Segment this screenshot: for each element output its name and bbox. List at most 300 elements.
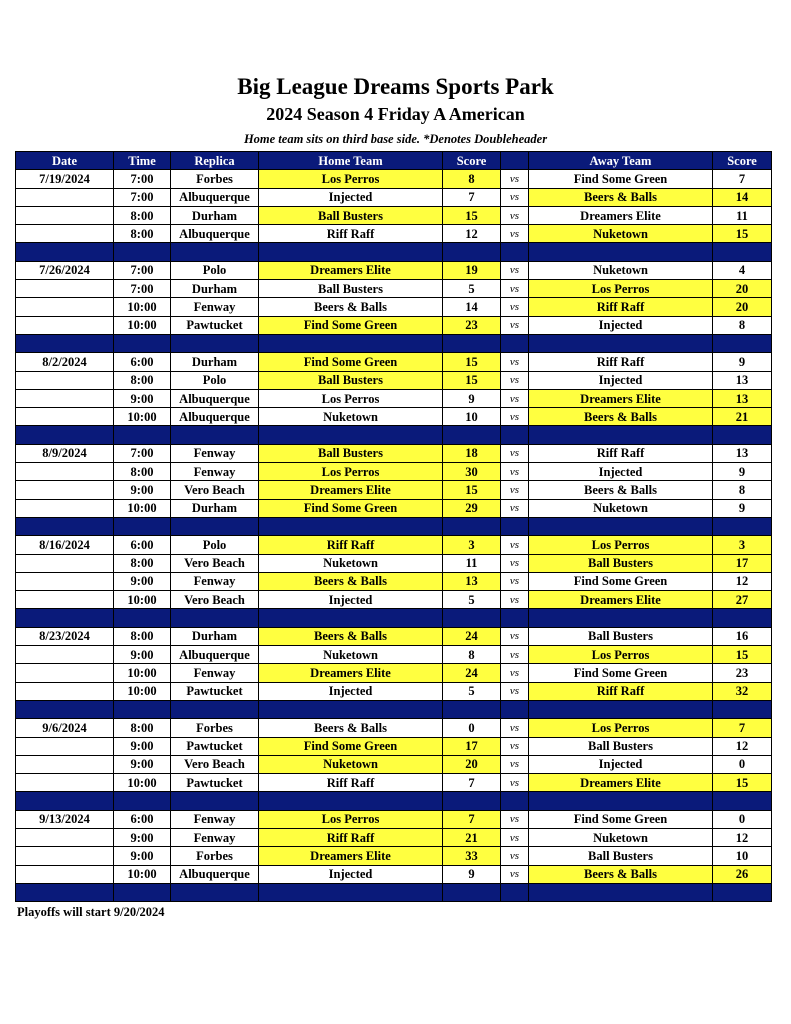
away-score: 32 [713, 682, 772, 700]
game-time: 7:00 [114, 261, 171, 279]
game-field: Vero Beach [171, 554, 259, 572]
home-score: 24 [443, 664, 501, 682]
home-team: Riff Raff [259, 536, 443, 554]
game-date-empty [16, 408, 114, 426]
separator-cell [713, 609, 772, 627]
home-score: 17 [443, 737, 501, 755]
home-score: 18 [443, 444, 501, 462]
game-field: Albuquerque [171, 865, 259, 883]
game-time: 8:00 [114, 463, 171, 481]
game-row [16, 591, 772, 609]
game-field: Vero Beach [171, 591, 259, 609]
away-team: Ball Busters [529, 737, 713, 755]
separator-cell [114, 243, 171, 261]
home-score: 14 [443, 298, 501, 316]
away-score: 15 [713, 774, 772, 792]
home-team: Riff Raff [259, 774, 443, 792]
home-score: 15 [443, 371, 501, 389]
game-row [16, 572, 772, 590]
game-date-empty [16, 280, 114, 298]
away-team: Los Perros [529, 646, 713, 664]
separator-cell [529, 517, 713, 535]
game-date-empty [16, 847, 114, 865]
season-subtitle: 2024 Season 4 Friday A American [266, 104, 525, 124]
game-row [16, 755, 772, 773]
game-date-empty [16, 755, 114, 773]
away-team: Los Perros [529, 719, 713, 737]
game-date: 8/23/2024 [16, 627, 114, 645]
game-time: 10:00 [114, 408, 171, 426]
game-date-empty [16, 316, 114, 334]
game-row [16, 316, 772, 334]
home-team: Dreamers Elite [259, 481, 443, 499]
separator-cell [259, 517, 443, 535]
separator-cell [443, 609, 501, 627]
game-time: 8:00 [114, 719, 171, 737]
page-title: Big League Dreams Sports Park [237, 74, 554, 99]
game-time: 10:00 [114, 316, 171, 334]
vs-label: vs [501, 261, 529, 279]
schedule-table [15, 151, 772, 902]
away-score: 7 [713, 719, 772, 737]
separator-cell [259, 426, 443, 444]
game-date: 7/26/2024 [16, 261, 114, 279]
game-date-empty [16, 572, 114, 590]
game-date-empty [16, 682, 114, 700]
vs-label: vs [501, 737, 529, 755]
home-score: 5 [443, 682, 501, 700]
separator-cell [16, 700, 114, 718]
home-team: Los Perros [259, 389, 443, 407]
col-away-score: Score [713, 152, 772, 170]
game-row [16, 499, 772, 517]
home-score: 23 [443, 316, 501, 334]
away-team: Beers & Balls [529, 408, 713, 426]
game-row [16, 408, 772, 426]
separator-cell [713, 700, 772, 718]
separator-cell [713, 243, 772, 261]
home-score: 21 [443, 828, 501, 846]
vs-label: vs [501, 627, 529, 645]
vs-label: vs [501, 682, 529, 700]
game-row [16, 371, 772, 389]
separator-cell [16, 426, 114, 444]
home-team: Los Perros [259, 170, 443, 188]
game-time: 10:00 [114, 499, 171, 517]
game-time: 6:00 [114, 810, 171, 828]
game-row [16, 554, 772, 572]
away-score: 12 [713, 572, 772, 590]
away-team: Riff Raff [529, 444, 713, 462]
separator-cell [171, 700, 259, 718]
game-row [16, 682, 772, 700]
schedule-body [16, 170, 772, 902]
game-time: 10:00 [114, 664, 171, 682]
game-field: Vero Beach [171, 755, 259, 773]
vs-label: vs [501, 755, 529, 773]
col-date: Date [16, 152, 114, 170]
away-score: 20 [713, 298, 772, 316]
home-score: 5 [443, 280, 501, 298]
separator-cell [501, 334, 529, 352]
game-field: Albuquerque [171, 389, 259, 407]
separator-cell [501, 700, 529, 718]
away-team: Nuketown [529, 828, 713, 846]
away-score: 10 [713, 847, 772, 865]
game-date-empty [16, 481, 114, 499]
home-score: 3 [443, 536, 501, 554]
vs-label: vs [501, 316, 529, 334]
separator-cell [443, 334, 501, 352]
game-date-empty [16, 298, 114, 316]
vs-label: vs [501, 280, 529, 298]
away-score: 8 [713, 316, 772, 334]
game-field: Fenway [171, 444, 259, 462]
game-date-empty [16, 865, 114, 883]
away-team: Find Some Green [529, 170, 713, 188]
away-score: 11 [713, 206, 772, 224]
game-row [16, 261, 772, 279]
home-score: 33 [443, 847, 501, 865]
separator-cell [443, 883, 501, 901]
separator-cell [171, 426, 259, 444]
home-score: 11 [443, 554, 501, 572]
game-date: 9/13/2024 [16, 810, 114, 828]
game-row [16, 627, 772, 645]
game-field: Forbes [171, 170, 259, 188]
separator-cell [114, 517, 171, 535]
home-score: 12 [443, 225, 501, 243]
separator-cell [501, 792, 529, 810]
separator-cell [16, 334, 114, 352]
game-row [16, 389, 772, 407]
game-date: 7/19/2024 [16, 170, 114, 188]
home-team: Find Some Green [259, 737, 443, 755]
separator-cell [443, 243, 501, 261]
away-team: Ball Busters [529, 847, 713, 865]
game-date-empty [16, 389, 114, 407]
game-row [16, 865, 772, 883]
game-date-empty [16, 225, 114, 243]
away-score: 12 [713, 828, 772, 846]
game-date-empty [16, 737, 114, 755]
game-row [16, 847, 772, 865]
game-time: 8:00 [114, 627, 171, 645]
away-team: Riff Raff [529, 682, 713, 700]
home-score: 20 [443, 755, 501, 773]
separator-cell [501, 517, 529, 535]
away-score: 9 [713, 463, 772, 481]
game-field: Polo [171, 261, 259, 279]
separator-cell [259, 792, 443, 810]
game-row [16, 774, 772, 792]
game-row [16, 481, 772, 499]
separator-cell [114, 700, 171, 718]
home-team: Nuketown [259, 554, 443, 572]
away-score: 13 [713, 444, 772, 462]
home-team: Riff Raff [259, 225, 443, 243]
game-time: 10:00 [114, 591, 171, 609]
home-score: 15 [443, 481, 501, 499]
away-team: Beers & Balls [529, 188, 713, 206]
separator-cell [529, 609, 713, 627]
away-score: 14 [713, 188, 772, 206]
game-row [16, 188, 772, 206]
game-date-empty [16, 828, 114, 846]
separator-cell [171, 517, 259, 535]
col-time: Time [114, 152, 171, 170]
game-field: Durham [171, 499, 259, 517]
game-field: Albuquerque [171, 408, 259, 426]
vs-label: vs [501, 554, 529, 572]
home-score: 8 [443, 170, 501, 188]
separator-cell [16, 243, 114, 261]
game-field: Forbes [171, 719, 259, 737]
separator-cell [114, 426, 171, 444]
away-score: 9 [713, 353, 772, 371]
game-row [16, 298, 772, 316]
away-score: 23 [713, 664, 772, 682]
away-score: 15 [713, 646, 772, 664]
home-score: 24 [443, 627, 501, 645]
away-team: Nuketown [529, 499, 713, 517]
vs-label: vs [501, 572, 529, 590]
home-team: Nuketown [259, 408, 443, 426]
col-vs [501, 152, 529, 170]
home-team: Ball Busters [259, 206, 443, 224]
game-row [16, 646, 772, 664]
separator-cell [501, 243, 529, 261]
game-field: Fenway [171, 298, 259, 316]
away-team: Dreamers Elite [529, 774, 713, 792]
away-team: Nuketown [529, 261, 713, 279]
game-field: Fenway [171, 572, 259, 590]
game-field: Forbes [171, 847, 259, 865]
game-row [16, 810, 772, 828]
game-date-empty [16, 591, 114, 609]
away-score: 9 [713, 499, 772, 517]
away-score: 27 [713, 591, 772, 609]
game-field: Pawtucket [171, 682, 259, 700]
game-row [16, 170, 772, 188]
game-row [16, 719, 772, 737]
playoffs-note: Playoffs will start 9/20/2024 [17, 905, 165, 919]
away-team: Dreamers Elite [529, 206, 713, 224]
away-team: Injected [529, 371, 713, 389]
game-field: Fenway [171, 810, 259, 828]
game-row [16, 536, 772, 554]
home-team: Find Some Green [259, 499, 443, 517]
col-home-team: Home Team [259, 152, 443, 170]
game-field: Fenway [171, 463, 259, 481]
home-team: Ball Busters [259, 371, 443, 389]
home-score: 7 [443, 774, 501, 792]
separator-cell [443, 700, 501, 718]
game-row [16, 353, 772, 371]
home-team: Beers & Balls [259, 627, 443, 645]
home-score: 30 [443, 463, 501, 481]
away-score: 12 [713, 737, 772, 755]
away-score: 13 [713, 389, 772, 407]
separator-cell [16, 517, 114, 535]
vs-label: vs [501, 536, 529, 554]
game-time: 7:00 [114, 170, 171, 188]
game-date-empty [16, 463, 114, 481]
separator-cell [529, 883, 713, 901]
game-time: 8:00 [114, 225, 171, 243]
home-team: Nuketown [259, 646, 443, 664]
home-score: 15 [443, 353, 501, 371]
separator-cell [16, 609, 114, 627]
separator-cell [529, 792, 713, 810]
away-score: 7 [713, 170, 772, 188]
vs-label: vs [501, 810, 529, 828]
vs-label: vs [501, 206, 529, 224]
vs-label: vs [501, 664, 529, 682]
home-team: Beers & Balls [259, 719, 443, 737]
game-date-empty [16, 206, 114, 224]
separator-cell [171, 792, 259, 810]
week-separator [16, 426, 772, 444]
game-field: Durham [171, 206, 259, 224]
home-team: Injected [259, 682, 443, 700]
home-score: 5 [443, 591, 501, 609]
home-team: Los Perros [259, 463, 443, 481]
separator-cell [171, 243, 259, 261]
separator-cell [529, 334, 713, 352]
separator-cell [114, 792, 171, 810]
game-row [16, 444, 772, 462]
week-separator [16, 334, 772, 352]
home-score: 10 [443, 408, 501, 426]
game-date-empty [16, 188, 114, 206]
away-team: Los Perros [529, 280, 713, 298]
separator-cell [171, 609, 259, 627]
away-team: Injected [529, 463, 713, 481]
game-time: 10:00 [114, 865, 171, 883]
week-separator [16, 517, 772, 535]
game-time: 10:00 [114, 682, 171, 700]
away-score: 8 [713, 481, 772, 499]
col-away-team: Away Team [529, 152, 713, 170]
separator-cell [259, 243, 443, 261]
vs-label: vs [501, 463, 529, 481]
separator-cell [259, 334, 443, 352]
game-field: Pawtucket [171, 316, 259, 334]
separator-cell [501, 426, 529, 444]
separator-cell [713, 883, 772, 901]
away-score: 21 [713, 408, 772, 426]
away-team: Los Perros [529, 536, 713, 554]
game-time: 9:00 [114, 389, 171, 407]
game-time: 7:00 [114, 280, 171, 298]
away-team: Dreamers Elite [529, 591, 713, 609]
home-score: 19 [443, 261, 501, 279]
game-date-empty [16, 664, 114, 682]
away-team: Ball Busters [529, 627, 713, 645]
home-team: Find Some Green [259, 316, 443, 334]
game-date-empty [16, 646, 114, 664]
game-time: 9:00 [114, 828, 171, 846]
home-team: Dreamers Elite [259, 261, 443, 279]
away-team: Ball Busters [529, 554, 713, 572]
separator-cell [171, 334, 259, 352]
home-score: 8 [443, 646, 501, 664]
away-team: Beers & Balls [529, 481, 713, 499]
game-field: Albuquerque [171, 188, 259, 206]
game-time: 8:00 [114, 554, 171, 572]
game-time: 9:00 [114, 737, 171, 755]
week-separator [16, 700, 772, 718]
away-score: 20 [713, 280, 772, 298]
game-time: 10:00 [114, 774, 171, 792]
home-score: 9 [443, 865, 501, 883]
game-time: 6:00 [114, 536, 171, 554]
separator-cell [16, 883, 114, 901]
week-separator [16, 243, 772, 261]
home-score: 13 [443, 572, 501, 590]
game-row [16, 828, 772, 846]
away-score: 13 [713, 371, 772, 389]
home-score: 7 [443, 810, 501, 828]
vs-label: vs [501, 188, 529, 206]
vs-label: vs [501, 591, 529, 609]
game-date-empty [16, 371, 114, 389]
home-score: 9 [443, 389, 501, 407]
away-score: 4 [713, 261, 772, 279]
home-team: Beers & Balls [259, 572, 443, 590]
game-field: Fenway [171, 828, 259, 846]
game-field: Durham [171, 353, 259, 371]
vs-label: vs [501, 646, 529, 664]
vs-label: vs [501, 225, 529, 243]
separator-cell [259, 609, 443, 627]
separator-cell [713, 426, 772, 444]
vs-label: vs [501, 719, 529, 737]
game-date: 8/16/2024 [16, 536, 114, 554]
game-row [16, 463, 772, 481]
separator-cell [114, 883, 171, 901]
home-score: 7 [443, 188, 501, 206]
home-team: Find Some Green [259, 353, 443, 371]
game-date-empty [16, 499, 114, 517]
away-team: Injected [529, 755, 713, 773]
game-date-empty [16, 774, 114, 792]
home-score: 0 [443, 719, 501, 737]
game-time: 7:00 [114, 444, 171, 462]
away-score: 0 [713, 810, 772, 828]
game-row [16, 280, 772, 298]
home-team: Beers & Balls [259, 298, 443, 316]
separator-cell [529, 243, 713, 261]
game-time: 9:00 [114, 847, 171, 865]
game-row [16, 737, 772, 755]
game-field: Pawtucket [171, 774, 259, 792]
week-separator [16, 792, 772, 810]
separator-cell [501, 883, 529, 901]
home-team: Ball Busters [259, 444, 443, 462]
away-team: Nuketown [529, 225, 713, 243]
away-score: 16 [713, 627, 772, 645]
away-team: Dreamers Elite [529, 389, 713, 407]
game-date: 9/6/2024 [16, 719, 114, 737]
game-time: 9:00 [114, 572, 171, 590]
header-row [16, 152, 772, 170]
home-score: 15 [443, 206, 501, 224]
game-time: 9:00 [114, 481, 171, 499]
separator-cell [443, 792, 501, 810]
vs-label: vs [501, 847, 529, 865]
